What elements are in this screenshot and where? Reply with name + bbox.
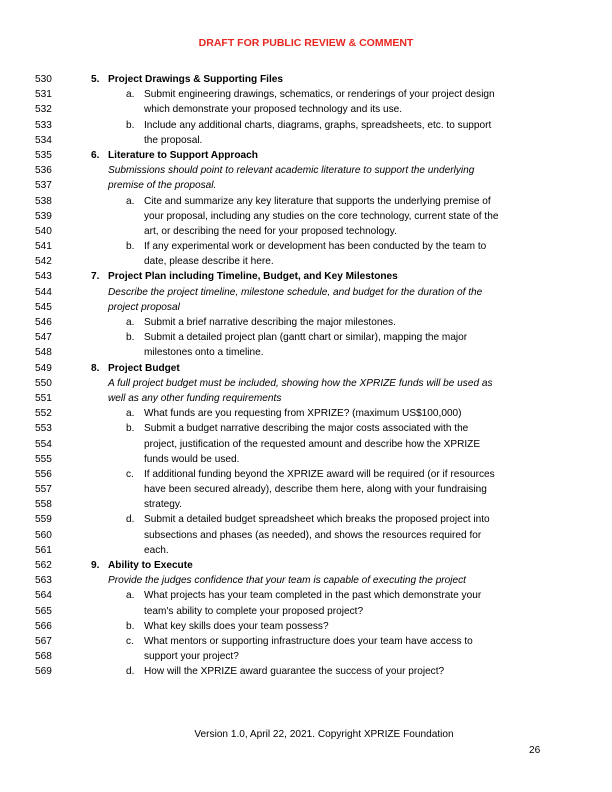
section-description: premise of the proposal. xyxy=(108,180,217,192)
document-line xyxy=(0,330,612,345)
document-line xyxy=(0,512,612,527)
list-item-continuation: have been secured already), describe them here, along with your fundraising xyxy=(144,484,487,496)
document-line xyxy=(0,148,612,163)
document-line xyxy=(0,315,612,330)
list-item-continuation: funds would be used. xyxy=(144,453,240,465)
document-line xyxy=(0,543,612,558)
list-item: What key skills does your team possess? xyxy=(144,620,329,632)
line-number: 535 xyxy=(35,149,52,161)
section-heading: Literature to Support Approach xyxy=(108,149,258,161)
line-number: 541 xyxy=(35,241,52,253)
line-number: 556 xyxy=(35,468,52,480)
document-line xyxy=(0,224,612,239)
document-line xyxy=(0,300,612,315)
list-item: Submit a detailed budget spreadsheet which breaks the proposed project into xyxy=(144,514,490,526)
list-marker: b. xyxy=(126,119,135,131)
section-heading: Project Drawings & Supporting Files xyxy=(108,74,283,85)
list-item: What mentors or supporting infrastructure does your team have access to xyxy=(144,635,473,647)
line-number: 566 xyxy=(35,620,52,632)
section-number: 5. xyxy=(91,74,100,85)
list-item-continuation: the proposal. xyxy=(144,134,203,146)
line-number: 545 xyxy=(35,301,52,313)
line-number: 548 xyxy=(35,347,52,359)
document-line xyxy=(0,391,612,406)
list-marker: a. xyxy=(126,89,135,101)
page-number: 26 xyxy=(529,745,541,756)
footer-version: Version 1.0, April 22, 2021. Copyright XPRIZE Foundation xyxy=(194,729,454,740)
line-number: 549 xyxy=(35,362,52,374)
document-line xyxy=(0,361,612,376)
document-line xyxy=(0,285,612,300)
list-item-continuation: project, justification of the requested amount and describe how the XPRIZE xyxy=(144,438,481,450)
line-number: 550 xyxy=(35,377,52,389)
document-line xyxy=(0,345,612,360)
line-number: 557 xyxy=(35,484,52,496)
line-number: 534 xyxy=(35,134,52,146)
document-line xyxy=(0,482,612,497)
list-item: Submit engineering drawings, schematics, or renderings of your project design xyxy=(144,89,495,101)
line-number: 554 xyxy=(35,438,52,450)
line-number: 544 xyxy=(35,286,52,298)
list-marker: d. xyxy=(126,666,135,678)
section-description: Describe the project timeline, milestone schedule, and budget for the duration of the xyxy=(108,286,483,298)
document-line xyxy=(0,452,612,467)
line-number: 558 xyxy=(35,499,52,511)
draft-banner: DRAFT FOR PUBLIC REVIEW & COMMENT xyxy=(198,37,414,49)
list-marker: b. xyxy=(126,241,135,253)
list-item: How will the XPRIZE award guarantee the success of your project? xyxy=(144,666,445,678)
list-marker: b. xyxy=(126,332,135,344)
document-line xyxy=(0,619,612,634)
document-line xyxy=(0,269,612,284)
document-line xyxy=(0,497,612,512)
document-line xyxy=(0,664,612,679)
list-item: What projects has your team completed in the past which demonstrate your xyxy=(144,590,482,602)
section-description: A full project budget must be included, showing how the XPRIZE funds will be used as xyxy=(108,377,493,389)
document-line xyxy=(0,254,612,269)
line-number: 537 xyxy=(35,180,52,192)
list-item: Cite and summarize any key literature that supports the underlying premise of xyxy=(144,195,491,207)
line-number: 536 xyxy=(35,165,52,177)
document-line xyxy=(0,649,612,664)
document-line xyxy=(0,634,612,649)
line-number: 565 xyxy=(35,605,52,617)
document-line xyxy=(0,239,612,254)
document-line xyxy=(0,573,612,588)
document-line xyxy=(0,102,612,117)
document-line xyxy=(0,437,612,452)
list-item: Submit a budget narrative describing the major costs associated with the xyxy=(144,423,469,435)
line-number: 568 xyxy=(35,651,52,663)
list-marker: a. xyxy=(126,590,135,602)
list-item: Include any additional charts, diagrams, graphs, spreadsheets, etc. to support xyxy=(144,119,492,131)
list-item-continuation: date, please describe it here. xyxy=(144,256,274,268)
section-number: 6. xyxy=(91,149,100,161)
list-marker: c. xyxy=(126,635,134,647)
line-number: 561 xyxy=(35,544,52,556)
list-item-continuation: subsections and phases (as needed), and shows the resources required for xyxy=(144,529,482,541)
line-number: 560 xyxy=(35,529,52,541)
list-marker: a. xyxy=(126,317,135,328)
line-number: 532 xyxy=(35,104,52,116)
document-line xyxy=(0,588,612,603)
section-number: 8. xyxy=(91,362,100,374)
line-number: 531 xyxy=(35,89,52,101)
list-marker: b. xyxy=(126,423,135,435)
document-line xyxy=(0,558,612,573)
section-description: Submissions should point to relevant academic literature to support the underlying xyxy=(108,165,475,177)
list-item: What funds are you requesting from XPRIZE? (maximum US$100,000) xyxy=(144,408,462,420)
line-number: 543 xyxy=(35,271,52,283)
line-number: 542 xyxy=(35,256,52,268)
line-number: 562 xyxy=(35,560,52,571)
list-item: If additional funding beyond the XPRIZE award will be required (or if resources xyxy=(144,468,495,480)
section-description: project proposal xyxy=(108,301,180,313)
document-line xyxy=(0,118,612,133)
line-number: 551 xyxy=(35,392,52,404)
line-number: 564 xyxy=(35,590,52,602)
document-line xyxy=(0,72,612,87)
document-line xyxy=(0,163,612,178)
document-line xyxy=(0,528,612,543)
list-item: If any experimental work or development has been conducted by the team to xyxy=(144,241,487,253)
list-marker: a. xyxy=(126,408,135,420)
line-number: 563 xyxy=(35,575,52,587)
line-number: 567 xyxy=(35,635,52,647)
section-heading: Project Plan including Timeline, Budget, and Key Milestones xyxy=(108,271,398,283)
line-number: 559 xyxy=(35,514,52,526)
document-line xyxy=(0,604,612,619)
document-line xyxy=(0,178,612,193)
document-line xyxy=(0,194,612,209)
section-description: Provide the judges confidence that your team is capable of executing the project xyxy=(108,575,466,587)
document-line xyxy=(0,467,612,482)
list-item-continuation: each. xyxy=(144,544,169,556)
document-line xyxy=(0,376,612,391)
list-marker: d. xyxy=(126,514,135,526)
section-number: 9. xyxy=(91,560,100,571)
document-line xyxy=(0,421,612,436)
list-marker: a. xyxy=(126,195,135,207)
document-line xyxy=(0,406,612,421)
line-number: 533 xyxy=(35,119,52,131)
list-item-continuation: team's ability to complete your proposed project? xyxy=(144,605,364,617)
document-line xyxy=(0,87,612,102)
section-heading: Ability to Execute xyxy=(108,560,193,571)
section-heading: Project Budget xyxy=(108,362,180,374)
line-number: 540 xyxy=(35,225,52,237)
line-number: 552 xyxy=(35,408,52,420)
line-number: 553 xyxy=(35,423,52,435)
document-line xyxy=(0,133,612,148)
line-number: 539 xyxy=(35,210,52,222)
line-number: 547 xyxy=(35,332,52,344)
line-number: 569 xyxy=(35,666,52,678)
list-item-continuation: your proposal, including any studies on the core technology, current state of the xyxy=(144,210,499,222)
list-item-continuation: strategy. xyxy=(144,499,182,511)
line-number: 530 xyxy=(35,74,52,85)
list-item-continuation: which demonstrate your proposed technology and its use. xyxy=(144,104,403,116)
list-marker: c. xyxy=(126,468,134,480)
list-item: Submit a detailed project plan (gantt chart or similar), mapping the major xyxy=(144,332,468,344)
section-number: 7. xyxy=(91,271,100,283)
document-line xyxy=(0,209,612,224)
list-item-continuation: art, or describing the need for your proposed technology. xyxy=(144,225,397,237)
list-item: Submit a brief narrative describing the major milestones. xyxy=(144,317,396,328)
document-body xyxy=(0,72,612,680)
list-item-continuation: support your project? xyxy=(144,651,239,663)
section-description: well as any other funding requirements xyxy=(108,392,282,404)
list-marker: b. xyxy=(126,620,135,632)
line-number: 538 xyxy=(35,195,52,207)
list-item-continuation: milestones onto a timeline. xyxy=(144,347,264,359)
line-number: 546 xyxy=(35,317,52,328)
line-number: 555 xyxy=(35,453,52,465)
